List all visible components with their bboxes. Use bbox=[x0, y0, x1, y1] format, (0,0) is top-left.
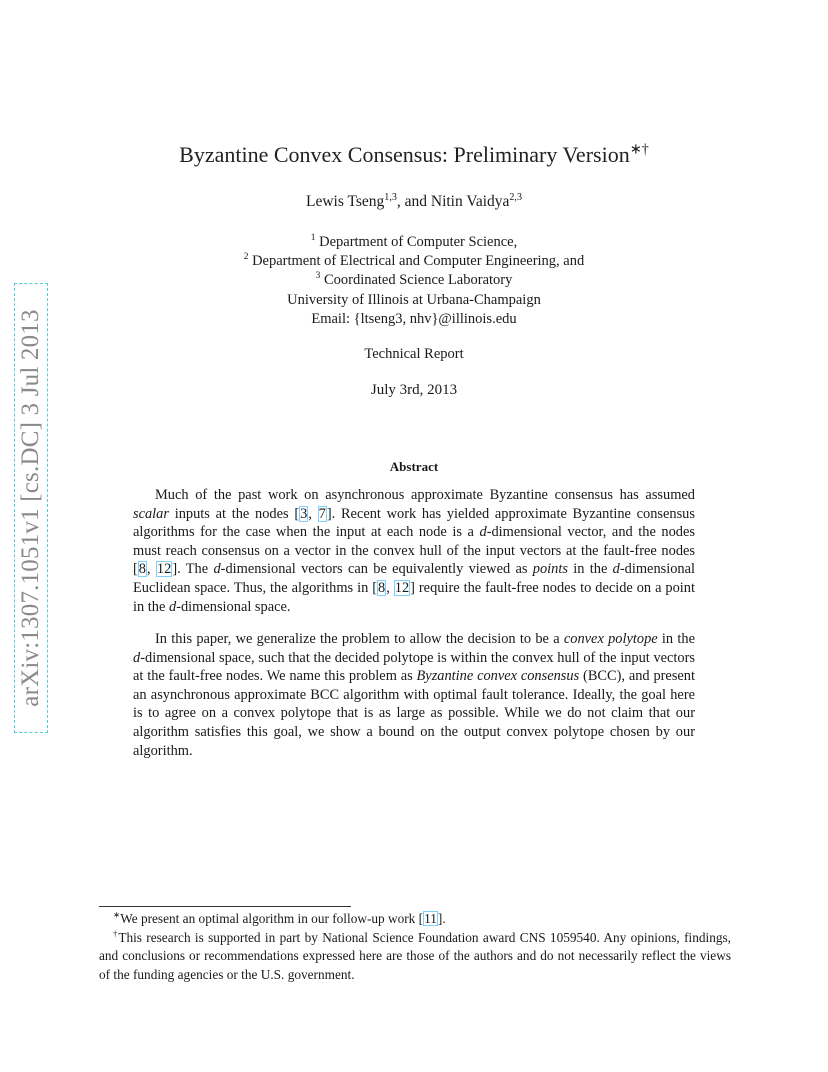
author-vaidya: , and Nitin Vaidya bbox=[396, 193, 510, 210]
report-type: Technical Report bbox=[364, 346, 464, 362]
text: In this paper, we generalize the problem to allow the decision to be a bbox=[155, 631, 564, 647]
text: , bbox=[147, 561, 156, 578]
affiliation-2 bbox=[0, 252, 828, 271]
footnote-2 bbox=[99, 929, 731, 985]
text: -dimensional space, such that the decided polytope is within the convex hull of the input vectors at the fault-free nodes. We name this problem as bbox=[133, 649, 695, 685]
author-tseng: Lewis Tseng bbox=[306, 193, 385, 210]
affil-3-text: Coordinated Science Laboratory bbox=[320, 272, 513, 289]
abstract-heading: Abstract bbox=[389, 459, 439, 474]
affiliations bbox=[0, 233, 828, 329]
citation-link[interactable]: 12 bbox=[156, 561, 172, 578]
citation-link[interactable]: 11 bbox=[424, 911, 437, 926]
text: ] require the fault-free nodes to decide on a point in the bbox=[133, 579, 695, 615]
text-italic: d bbox=[479, 524, 487, 541]
text: Much of the past work on asynchronous approximate Byzantine consensus has assumed bbox=[155, 487, 695, 503]
affil-2-text: Department of Electrical and Computer Engineering, and bbox=[248, 253, 585, 270]
text: This research is supported in part by National Science Foundation award CNS 1059540. Any opinions, findings, and conclusions or recommendations expressed here are those of the authors and do not necessarily reflect the views of the funding agencies or the U.S. government. bbox=[99, 929, 731, 982]
paper-title bbox=[0, 142, 828, 168]
text-italic: convex polytope bbox=[563, 631, 658, 647]
citation-link[interactable]: 3 bbox=[300, 505, 308, 522]
text: ]. Recent work has yielded approximate Byzantine consensus algorithms for the case when the input at each node is a bbox=[133, 505, 695, 541]
text: in the bbox=[657, 631, 695, 647]
footnote-divider bbox=[99, 906, 351, 907]
text: inputs at the nodes [ bbox=[168, 505, 300, 522]
paper-date: July 3rd, 2013 bbox=[370, 382, 458, 398]
text: -dimensional space. bbox=[176, 598, 291, 615]
university: University of Illinois at Urbana-Champaign bbox=[287, 291, 541, 308]
text: -dimensional vectors can be equivalently viewed as bbox=[220, 561, 533, 578]
text-italic: d bbox=[612, 561, 620, 578]
affil-1-sup: 1 bbox=[310, 233, 316, 244]
arxiv-identifier[interactable]: arXiv:1307.1051v1 [cs.DC] 3 Jul 2013 bbox=[17, 309, 44, 707]
footnote-2-mark: † bbox=[113, 928, 119, 939]
text: ]. The bbox=[172, 561, 214, 578]
text: , bbox=[386, 579, 394, 596]
text-italic: points bbox=[532, 561, 568, 578]
text: , bbox=[308, 505, 318, 522]
email: Email: {ltseng3, nhv}@illinois.edu bbox=[311, 310, 517, 327]
text: ]. bbox=[437, 911, 446, 926]
footnotes bbox=[99, 910, 731, 984]
text: (BCC), and present an asynchronous approximate BCC algorithm with optimal fault tolerance. Ideally, the goal here is to agree on a convex polytope that is as large as possible. While we do not claim that our algorithm satisfies this goal, we show a bound on the output convex polytope chosen by our algorithm. bbox=[133, 668, 695, 759]
citation-link[interactable]: 8 bbox=[378, 579, 386, 596]
affil-2-sup: 2 bbox=[243, 252, 249, 263]
text: We present an optimal algorithm in our follow-up work [ bbox=[120, 911, 424, 926]
text: in the bbox=[567, 561, 613, 578]
text-italic: scalar bbox=[133, 505, 169, 522]
affil-3-sup: 3 bbox=[315, 271, 321, 282]
footnote-1-mark: ∗ bbox=[113, 909, 121, 920]
citation-link[interactable]: 8 bbox=[138, 561, 146, 578]
affiliation-1 bbox=[0, 233, 828, 252]
text: -dimensional vector, and the nodes must reach consensus on a vector in the convex hull of the input vectors at the fault-free nodes [ bbox=[133, 524, 695, 578]
footnote-1 bbox=[99, 910, 731, 929]
text: -dimensional Euclidean space. Thus, the algorithms in [ bbox=[133, 561, 696, 596]
author2-affil-sup: 2,3 bbox=[509, 191, 522, 203]
title-text: Byzantine Convex Consensus: Preliminary Version bbox=[179, 142, 630, 167]
affil-1-text: Department of Computer Science, bbox=[315, 234, 518, 250]
text-italic: d bbox=[213, 561, 221, 578]
abstract-paragraph-1 bbox=[133, 486, 695, 616]
text-italic: Byzantine convex consensus bbox=[416, 668, 580, 685]
citation-link[interactable]: 7 bbox=[318, 505, 326, 522]
author-line bbox=[0, 193, 828, 211]
text-italic: d bbox=[133, 649, 141, 666]
affiliation-3 bbox=[0, 271, 828, 290]
author1-affil-sup: 1,3 bbox=[384, 191, 397, 203]
citation-link[interactable]: 12 bbox=[394, 579, 410, 596]
text-italic: d bbox=[168, 598, 177, 615]
title-footnote-marks[interactable]: ∗† bbox=[629, 141, 649, 158]
abstract-paragraph-2 bbox=[133, 630, 695, 760]
